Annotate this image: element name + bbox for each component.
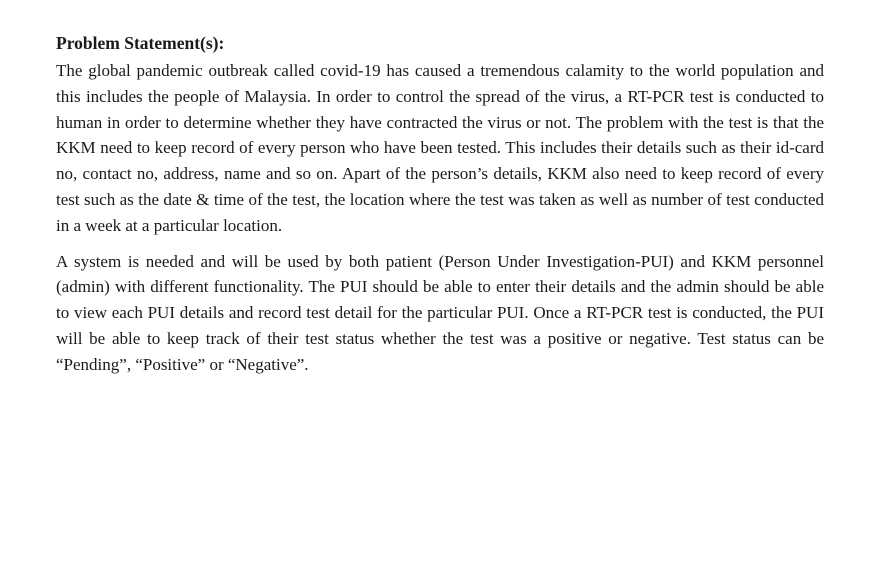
document-body	[56, 30, 824, 378]
paragraph-background: The global pandemic outbreak called covid-19 has caused a tremendous calamity to the world population and this includes the people of Malaysia. In order to control the spread of the virus, a RT-PCR test is conducted to human in order to determine whether they have contracted the virus or not. The problem with the test is that the KKM need to keep record of every person who have been tested. This includes their details such as their id-card no, contact no, address, name and so on. Apart of the person’s details, KKM also need to keep record of every test such as the date & time of the test, the location where the test was taken as well as number of test conducted in a week at a particular location.	[56, 61, 824, 235]
paragraph-system-requirements: A system is needed and will be used by both patient (Person Under Investigation-PUI) and KKM personnel (admin) with different functionality. The PUI should be able to enter their details and the admin should be able to view each PUI details and record test detail for the particular PUI. Once a RT-PCR test is conducted, the PUI will be able to keep track of their test status whether the test was a positive or negative. Test status can be “Pending”, “Positive” or “Negative”.	[56, 251, 824, 374]
problem-statement-heading: Problem Statement(s):	[56, 33, 225, 53]
